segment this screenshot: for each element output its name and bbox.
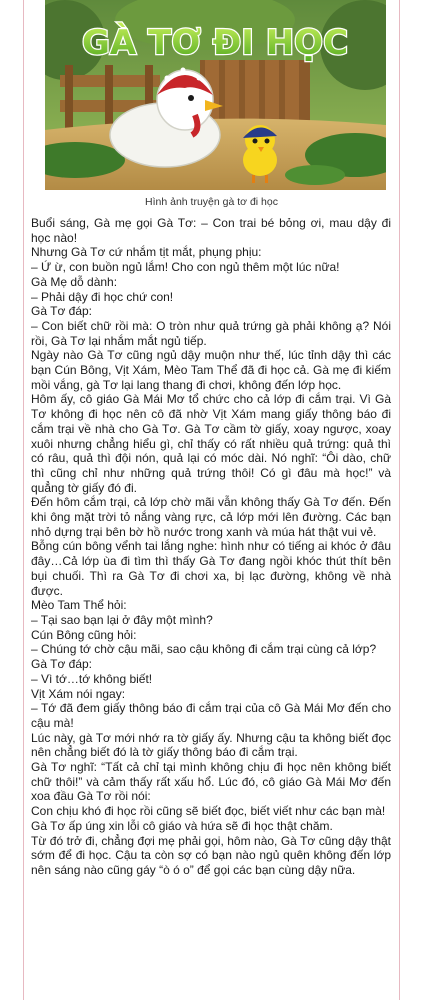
story-paragraph: Gà Mẹ dỗ dành: bbox=[31, 274, 118, 289]
story-paragraph: Con chịu khó đi học rồi cũng sẽ biết đọc, biết viết như các bạn mà! bbox=[31, 804, 386, 819]
story-paragraph: – Con biết chữ rồi mà: O tròn như quả trứng gà phải không ạ? Nói rồi, Gà Tơ lại nhắm mắt ngủ tiếp. bbox=[31, 318, 391, 348]
story-paragraph: Mèo Tam Thể hỏi: bbox=[31, 598, 127, 613]
story-illustration bbox=[45, 0, 386, 190]
story-paragraph: Ngày nào Gà Tơ cũng ngủ dậy muộn như thế, lúc tỉnh dậy thì các bạn Cún Bông, Vịt Xám, Mèo Tam Thể đã đi học cả. Gà mẹ đi kiếm mồi vắng, gà Tơ lại lang thang đi chơi, không đến lớp học. bbox=[31, 348, 391, 392]
page-border-right bbox=[399, 0, 400, 1000]
story-paragraph: – Phải dậy đi học chứ con! bbox=[31, 289, 174, 304]
page-border-left bbox=[23, 0, 24, 1000]
story-paragraph: Hôm ấy, cô giáo Gà Mái Mơ tổ chức cho cả lớp đi cắm trại. Vì Gà Tơ không đi học nên cô đã nhờ Vịt Xám mang giấy thông báo đi cắm trại về nhà cho Gà Tơ. Gà Tơ cầm tờ giấy, xoay ngược, xoay xuôi nhưng chẳng hiểu gì, chỉ thấy có rất nhiều quả trứng: quả thì có râu, quả thì đội nón, quả lại có móc dài. Nó nghĩ: “Ôi dào, chữ thì cũng chỉ như những quả trứng thôi! Có gì đâu mà học!” và quẳng tờ giấy đó đi. bbox=[31, 392, 391, 495]
story-paragraph: – Tại sao bạn lại ở đây một mình? bbox=[31, 612, 213, 627]
story-paragraph: – Chúng tớ chờ cậu mãi, sao cậu không đi cắm trại cùng cả lớp? bbox=[31, 642, 377, 657]
story-paragraph: Từ đó trở đi, chẳng đợi mẹ phải gọi, hôm nào, Gà Tơ cũng dậy thật sớm để đi học. Cậu ta còn sợ có bạn nào ngủ quên không đến lớp nên sáng nào cũng gáy “ò ó o” để gọi các bạn cùng dậy nữa. bbox=[31, 833, 391, 877]
story-paragraph: – Ứ ừ, con buồn ngủ lắm! Cho con ngủ thêm một lúc nữa! bbox=[31, 260, 340, 275]
story-paragraph: Gà Tơ đáp: bbox=[31, 657, 93, 672]
story-paragraph: Gà Tơ nghĩ: “Tất cả chỉ tại mình không chịu đi học nên không biết chữ thôi!” và cảm thấy rất xấu hổ. Lúc đó, cô giáo Gà Mái Mơ đến xoa đầu Gà Tơ rồi nói: bbox=[31, 760, 391, 804]
story-paragraph: Buổi sáng, Gà mẹ gọi Gà Tơ: – Con trai bé bỏng ơi, mau dậy đi học nào! bbox=[31, 216, 391, 245]
story-text bbox=[31, 216, 391, 878]
story-paragraph: Nhưng Gà Tơ cứ nhắm tịt mắt, phụng phịu: bbox=[31, 245, 262, 260]
story-paragraph: Cún Bông cũng hỏi: bbox=[31, 627, 137, 642]
story-paragraph: Bỗng cún bông vểnh tai lắng nghe: hình như có tiếng ai khóc ở đâu đây…Cả lớp ùa đi tìm thì thấy Gà Tơ đang ngồi khóc thút thít bên bụi chuối. Thì ra Gà Tơ đi chơi xa, bị lạc đường, không về nhà được. bbox=[31, 539, 391, 598]
story-paragraph: – Tớ đã đem giấy thông báo đi cắm trại của cô Gà Mái Mơ đến cho cậu mà! bbox=[31, 701, 391, 730]
figure-caption: Hình ảnh truyện gà tơ đi học bbox=[145, 196, 278, 208]
story-paragraph: Gà Tơ ấp úng xin lỗi cô giáo và hứa sẽ đi học thật chăm. bbox=[31, 818, 333, 833]
illustration-title: GÀ TƠ ĐI HỌC bbox=[81, 23, 349, 63]
story-paragraph: – Vì tớ…tớ không biết! bbox=[31, 671, 153, 686]
story-paragraph: Lúc này, gà Tơ mới nhớ ra tờ giấy ấy. Nhưng cậu ta không biết đọc nên chẳng biết đó là tờ giấy thông báo đi cắm trại. bbox=[31, 730, 391, 760]
story-paragraph: Gà Tơ đáp: bbox=[31, 304, 93, 319]
story-paragraph: Đến hôm cắm trại, cả lớp chờ mãi vẫn không thấy Gà Tơ đến. Đến khi ông mặt trời tỏ nắng vàng rực, cả lớp mới lên đường. Các bạn nhỏ dựng trại bên bờ hồ nước trong xanh và múa hát thật vui vẻ. bbox=[31, 495, 391, 539]
story-paragraph: Vịt Xám nói ngay: bbox=[31, 686, 126, 701]
